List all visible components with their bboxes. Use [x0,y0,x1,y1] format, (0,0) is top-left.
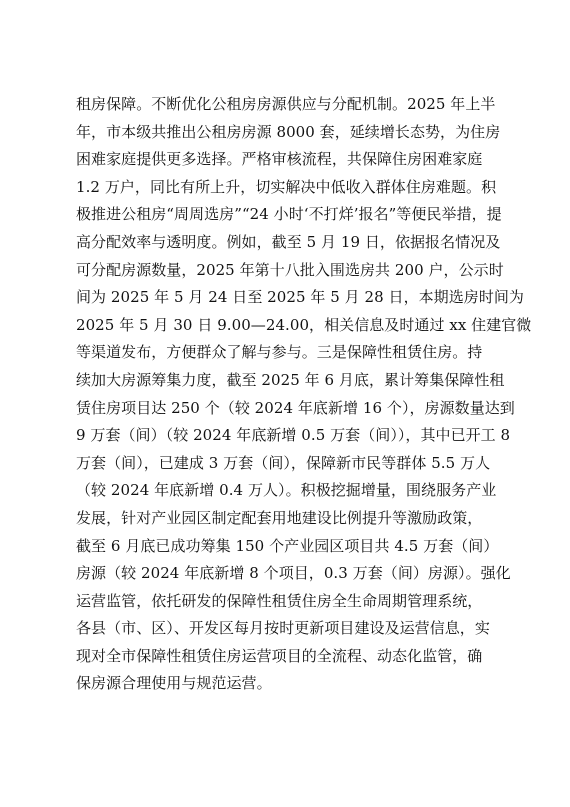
body-paragraph [76,91,532,698]
text-line-5: 极推进公租房“周周选房”“24 小时‘不打烊’报名”等便民举措，提 [76,205,502,224]
text-line-20: 各县（市、区）、开发区每月按时更新项目建设及运营信息，实 [76,619,490,638]
text-line-1: 租房保障。不断优化公租房房源供应与分配机制。2025 年上半 [76,95,496,113]
text-line-6: 高分配效率与透明度。例如，截至 5 月 19 日，依据报名情况及 [76,232,501,251]
text-line-7: 可分配房源数量，2025 年第十八批入围选房共 200 户，公示时 [76,260,504,279]
text-line-2: 年，市本级共推出公租房房源 8000 套，延续增长态势，为住房 [76,122,501,141]
text-line-14: 万套（间），已建成 3 万套（间），保障新市民等群体 5.5 万人 [76,453,491,472]
text-line-19: 运营监管，依托研发的保障性租赁住房全生命周期管理系统， [76,591,483,610]
text-line-22: 保房源合理使用与规范运营。 [76,674,272,693]
text-line-18: 房源（较 2024 年底新增 8 个项目，0.3 万套（间）房源）。强化 [76,564,511,583]
text-line-17: 截至 6 月底已成功筹集 150 个产业园区项目共 4.5 万套（间） [76,536,499,555]
text-line-9: 2025 年 5 月 30 日 9.00—24.00，相关信息及时通过 xx 住建官微 [76,315,532,334]
text-line-21: 现对全市保障性租赁住房运营项目的全流程、动态化监管，确 [76,646,483,665]
text-line-4: 1.2 万户，同比有所上升，切实解决中低收入群体住房难题。积 [76,177,497,196]
text-line-11: 续加大房源筹集力度，截至 2025 年 6 月底，累计筹集保障性租 [76,370,505,389]
text-line-8: 间为 2025 年 5 月 24 日至 2025 年 5 月 28 日，本期选房时间为 [76,288,524,307]
text-line-15: （较 2024 年底新增 0.4 万人）。积极挖掘增量，围绕服务产业 [76,481,497,500]
text-line-13: 9 万套（间）（较 2024 年底新增 0.5 万套（间）），其中已开工 8 [76,426,511,445]
text-line-16: 发展，针对产业园区制定配套用地建设比例提升等激励政策， [76,508,483,527]
text-line-12: 赁住房项目达 250 个（较 2024 年底新增 16 个），房源数量达到 [76,398,515,417]
text-line-3: 困难家庭提供更多选择。严格审核流程，共保障住房困难家庭 [76,150,483,169]
text-line-10: 等渠道发布，方便群众了解与参与。三是保障性租赁住房。持 [76,343,483,362]
